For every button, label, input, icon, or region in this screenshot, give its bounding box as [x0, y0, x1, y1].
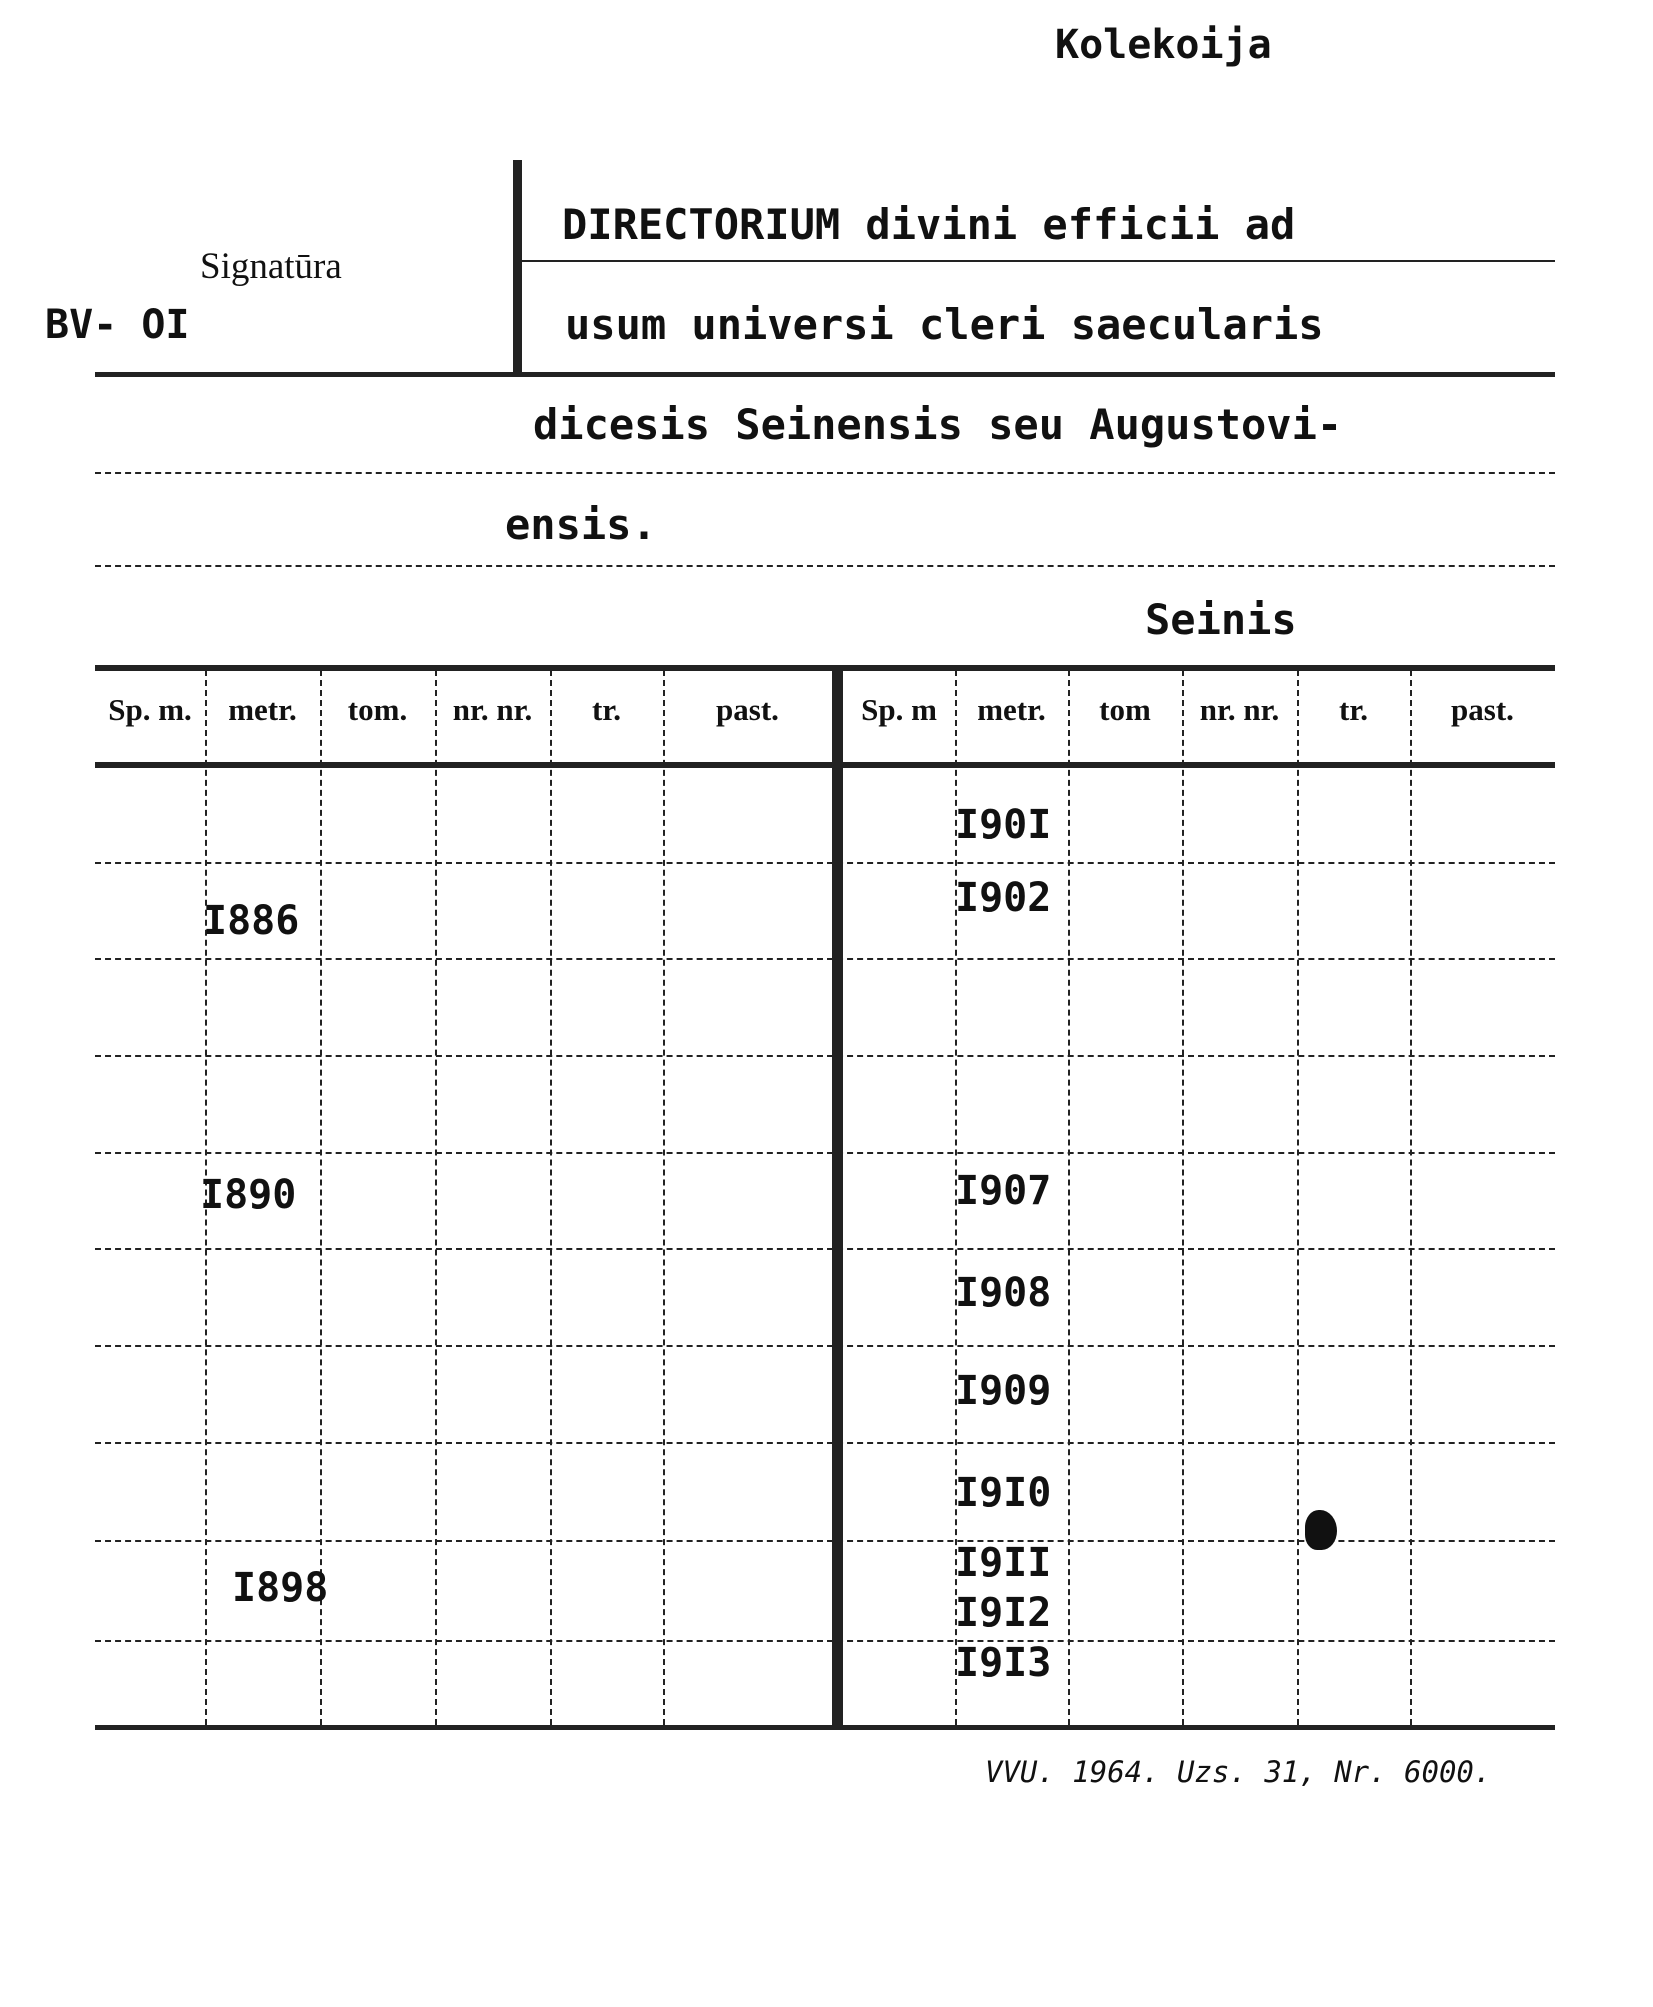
- year-entry: I902: [955, 875, 1052, 921]
- col-header-nr-nr: nr. nr.: [452, 692, 533, 727]
- title-line-2: usum universi cleri saecularis: [565, 300, 1324, 349]
- header-bottom-rule: [95, 372, 1555, 377]
- title-line-1: DIRECTORIUM divini efficii ad: [562, 200, 1296, 249]
- year-entry: I9II: [955, 1540, 1052, 1586]
- col-header-tom: tom.: [347, 692, 408, 727]
- col-divider: [1297, 670, 1299, 1725]
- year-entry: I90I: [955, 802, 1052, 848]
- col-header-sp-m: Sp. m: [861, 692, 937, 727]
- signature-label: Signatūra: [200, 246, 342, 287]
- row-rule: [95, 958, 1555, 960]
- year-entry: I9I2: [955, 1590, 1052, 1636]
- col-header-metr: metr.: [977, 692, 1046, 727]
- col-divider: [663, 670, 665, 1725]
- row-rule: [95, 1442, 1555, 1444]
- year-entry: I908: [955, 1270, 1052, 1316]
- title-rule-1: [520, 260, 1555, 262]
- col-divider: [550, 670, 552, 1725]
- year-entry: I9I0: [955, 1470, 1052, 1516]
- col-header-tom: tom: [1099, 692, 1151, 727]
- year-entry: I890: [200, 1172, 297, 1218]
- header-divider: [513, 160, 522, 375]
- title-line-3: dicesis Seinensis seu Augustovi-: [533, 400, 1343, 449]
- row-rule: [95, 1152, 1555, 1154]
- row-rule: [95, 1055, 1555, 1057]
- ink-blot: [1305, 1510, 1337, 1550]
- col-divider: [1068, 670, 1070, 1725]
- title-rule-3: [95, 472, 1555, 474]
- place-name: Seinis: [1145, 595, 1297, 644]
- year-entry: I898: [232, 1565, 329, 1611]
- col-header-past: past.: [716, 692, 779, 727]
- col-header-tr: tr.: [1339, 692, 1368, 727]
- col-header-sp-m: Sp. m.: [108, 692, 192, 727]
- year-entry: I907: [955, 1168, 1052, 1214]
- row-rule: [95, 862, 1555, 864]
- col-header-past: past.: [1451, 692, 1514, 727]
- handwritten-note: VVU. 1964. Uzs. 31, Nr. 6000.: [985, 1755, 1492, 1789]
- table-header-rule: [95, 762, 1555, 768]
- row-rule: [95, 1248, 1555, 1250]
- title-rule-4: [95, 565, 1555, 567]
- collection-label: Kolekoija: [1055, 22, 1272, 68]
- table-top-rule: [95, 665, 1555, 671]
- table-bottom-rule: [95, 1725, 1555, 1730]
- col-header-metr: metr.: [228, 692, 297, 727]
- col-divider: [435, 670, 437, 1725]
- col-header-nr-nr: nr. nr.: [1199, 692, 1280, 727]
- row-rule: [95, 1540, 1555, 1542]
- title-line-4: ensis.: [505, 500, 657, 549]
- table-center-divider: [832, 670, 843, 1725]
- row-rule: [95, 1345, 1555, 1347]
- signature-value: BV- OI: [45, 302, 190, 348]
- col-divider: [1182, 670, 1184, 1725]
- col-header-tr: tr.: [592, 692, 621, 727]
- year-entry: I886: [203, 898, 300, 944]
- row-rule: [95, 1640, 1555, 1642]
- year-entry: I909: [955, 1368, 1052, 1414]
- year-entry: I9I3: [955, 1640, 1052, 1686]
- col-divider: [1410, 670, 1412, 1725]
